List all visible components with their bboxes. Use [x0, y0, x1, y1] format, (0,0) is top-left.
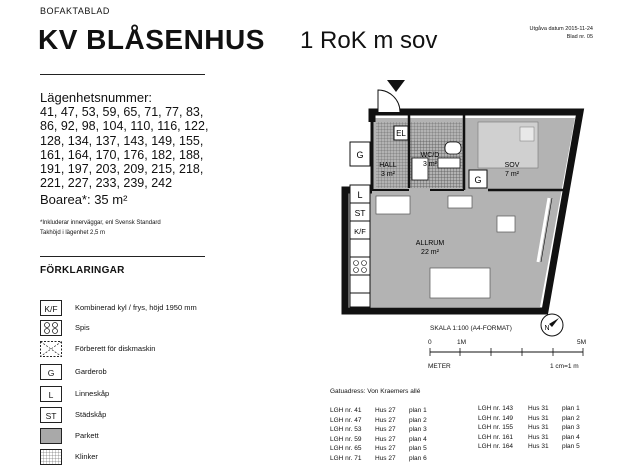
stove-icon — [40, 320, 62, 336]
area-footnote: *Inkluderar innerväggar, enl Svensk Standard — [40, 220, 161, 226]
north-arrow-icon — [537, 310, 567, 340]
room-allrum-area: 22 m² — [421, 249, 439, 256]
living-area: Boarea*: 35 m² — [40, 192, 128, 207]
room-wc-area: 3 m² — [423, 161, 437, 168]
legend-item-label: Kombinerad kyl / frys, höjd 1950 mm — [75, 303, 197, 312]
legend-heading: FÖRKLARINGAR — [40, 265, 125, 276]
table-row: LGH nr. 71 Hus 27 plan 6 — [330, 454, 427, 462]
legend-item-label: Förberett för diskmaskin — [75, 344, 156, 353]
room-hall-area: 3 m² — [381, 171, 395, 178]
fridge-freezer-icon: K/F — [40, 300, 62, 316]
table-row: LGH nr. 149 Hus 31 plan 2 — [478, 414, 580, 422]
divider — [40, 74, 205, 75]
room-allrum-name: ALLRUM — [415, 240, 445, 247]
scale-label: SKALA 1:100 (A4-FORMAT) — [430, 325, 512, 332]
svg-text:K/F: K/F — [354, 227, 366, 236]
street-address: Gatuadress: Von Kraemers allé — [330, 388, 421, 395]
entrance-arrow-icon — [387, 80, 405, 92]
scale-bar — [428, 345, 588, 359]
scale-ratio: 1 cm=1 m — [550, 363, 579, 370]
table-row: LGH nr. 53 Hus 27 plan 3 — [330, 426, 427, 433]
document-kicker: BOFAKTABLAD — [40, 6, 110, 16]
apartment-type: 1 RoK m sov — [300, 27, 438, 54]
sofa-icon — [430, 268, 490, 298]
scale-unit: METER — [428, 363, 451, 370]
table-row: LGH nr. 59 Hus 27 plan 4 — [330, 435, 427, 443]
svg-text:L: L — [357, 190, 363, 200]
table-row: LGH nr. 164 Hus 31 plan 5 — [478, 443, 580, 450]
legend-item-label: Parkett — [75, 431, 99, 440]
electrical-cabinet-label: EL — [396, 129, 406, 138]
linen-closet-icon: L — [40, 386, 62, 402]
dishwasher-prep-icon — [40, 341, 62, 357]
parquet-swatch-icon — [40, 428, 62, 444]
apartment-numbers: 41, 47, 53, 59, 65, 71, 77, 83, 86, 92, 98, 104, 110, 116, 122, 128, 134, 137, 143, 149, 155, 161, 164, 170, 176, 182, 188, 191, 197, 203, 209, 215, 218, 221, 227, 233, 239, 242 — [40, 105, 209, 191]
sheet-number: Blad nr. 05 — [566, 34, 593, 40]
room-sov-name: SOV — [504, 162, 520, 169]
address-table-left — [330, 406, 439, 463]
svg-text:ST: ST — [354, 208, 366, 218]
room-hall-name: HALL — [379, 162, 397, 169]
table-row: LGH nr. 143 Hus 31 plan 1 — [478, 405, 580, 412]
legend-item-label: Linneskåp — [75, 389, 110, 398]
legend-item-label: Spis — [75, 323, 90, 332]
floor-plan — [340, 72, 600, 322]
legend-item-label: Garderob — [75, 367, 107, 376]
armchair-icon — [497, 216, 515, 232]
page-title: KV BLÅSENHUS — [38, 24, 265, 55]
table-row: LGH nr. 47 Hus 27 plan 2 — [330, 416, 427, 424]
legend-item-label: Klinker — [75, 452, 98, 461]
room-wc-name: WC/D — [420, 152, 440, 159]
room-sov-area: 7 m² — [505, 171, 519, 178]
svg-text:N: N — [544, 325, 550, 332]
scale-tick-5m: 5M — [577, 339, 587, 346]
table-row: LGH nr. 155 Hus 31 plan 3 — [478, 424, 580, 431]
wardrobe-icon: G — [40, 364, 62, 380]
ceiling-height-note: Takhöjd i lägenhet 2,5 m — [40, 230, 106, 236]
washbasin-icon — [438, 158, 460, 168]
table-row: LGH nr. 41 Hus 27 plan 1 — [330, 407, 427, 414]
sov-wardrobe-label: G — [474, 175, 482, 185]
issue-date: Utgåva datum 2015-11-24 — [529, 26, 593, 32]
apartment-numbers-label: Lägenhetsnummer: — [40, 90, 153, 105]
tile-swatch-icon — [40, 449, 62, 465]
address-table-right — [478, 404, 592, 452]
divider — [40, 256, 205, 257]
table-row: LGH nr. 65 Hus 27 plan 5 — [330, 445, 427, 452]
dining-table-icon — [376, 196, 410, 214]
cleaning-closet-icon: ST — [40, 407, 62, 423]
svg-text:G: G — [356, 150, 364, 160]
scale-tick-0: 0 — [428, 339, 432, 346]
toilet-icon — [445, 142, 461, 154]
table-row: LGH nr. 161 Hus 31 plan 4 — [478, 433, 580, 441]
legend-item-label: Städskåp — [75, 410, 107, 419]
scale-tick-1m: 1M — [457, 339, 467, 346]
closet-column — [350, 142, 370, 307]
